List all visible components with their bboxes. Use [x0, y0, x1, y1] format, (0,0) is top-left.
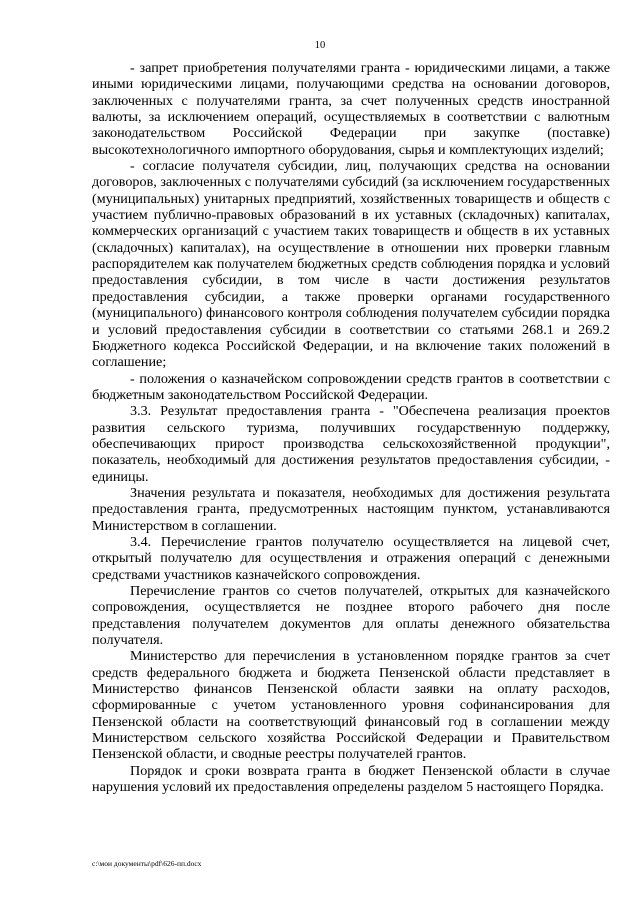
paragraph-transfer-account: 3.4. Перечисление грантов получателю осуществляется на лицевой счет, открытый получателю для осуществления и отражения операций с денежными средствами участников казначейского сопровождения. [92, 533, 610, 583]
paragraph-foreign-currency-ban: - запрет приобретения получателями гранта - юридическими лицами, а также иными юридическими лицами, получающими средства на основании договоров, заключенных с получателями гранта, за счет полученных средств иностранной валюты, за исключением операций, осуществляемых в соответствии с валютным законодательством Российской Федерации при закупке (поставке) высокотехнологичного импортного оборудования, сырья и комплектующих изделий; [92, 60, 610, 158]
paragraph-grant-return: Порядок и сроки возврата гранта в бюджет Пензенской области в случае нарушения условий их предоставления определены разделом 5 настоящего Порядка. [92, 762, 610, 796]
document-body [92, 60, 610, 795]
paragraph-result-values: Значения результата и показателя, необходимых для достижения результата предоставления гранта, предусмотренных настоящим пунктом, устанавливаются Министерством в соглашении. [92, 484, 610, 534]
paragraph-transfer-deadline: Перечисление грантов со счетов получателей, открытых для казначейского сопровождения, осуществляется не позднее второго рабочего дня после представления получателем документов для оплаты денежного обязательства получателя. [92, 583, 610, 649]
page-number: 10 [314, 40, 326, 51]
paragraph-treasury-support: - положения о казначейском сопровождении средств грантов в соответствии с бюджетным законодательством Российской Федерации. [92, 370, 610, 403]
paragraph-inspection-consent: - согласие получателя субсидии, лиц, получающих средства на основании договоров, заключенных с получателями субсидий (за исключением государственных (муниципальных) унитарных предприятий, хозяйственных товариществ и обществ с участием публично-правовых образований в их уставных (складочных) капиталах, коммерческих организаций с участием таких товариществ и обществ в их уставных (складочных) капиталах), на осуществление в отношении них проверки главным распорядителем как получателем бюджетных средств соблюдения порядка и условий предоставления субсидии, в том числе в части достижения результатов предоставления субсидии, а также проверки органами государственного (муниципального) финансового контроля соблюдения получателем субсидии порядка и условий предоставления субсидии в соответствии со статьями 268.1 и 269.2 Бюджетного кодекса Российской Федерации, и на включение таких положений в соглашение; [92, 158, 611, 371]
footer-file-path: c:\мои документы\pdf\626-пп.docx [92, 859, 202, 868]
paragraph-grant-result: 3.3. Результат предоставления гранта - "Обеспечена реализация проектов развития сельского туризма, получивших государственную поддержку, обеспечивающих прирост производства сельскохозяйственной продукции", показатель, необходимый для достижения результатов предоставления субсидии, - единицы. [92, 403, 610, 485]
paragraph-ministry-applications: Министерство для перечисления в установленном порядке грантов за счет средств федерального бюджета и бюджета Пензенской области представляет в Министерство финансов Пензенской области заявки на оплату расходов, сформированные с учетом установленного уровня софинансирования для Пензенской области на соответствующий финансовый год в соглашении между Министерством сельского хозяйства Российской Федерации и Правительством Пензенской области, и сводные реестры получателей грантов. [92, 648, 610, 763]
